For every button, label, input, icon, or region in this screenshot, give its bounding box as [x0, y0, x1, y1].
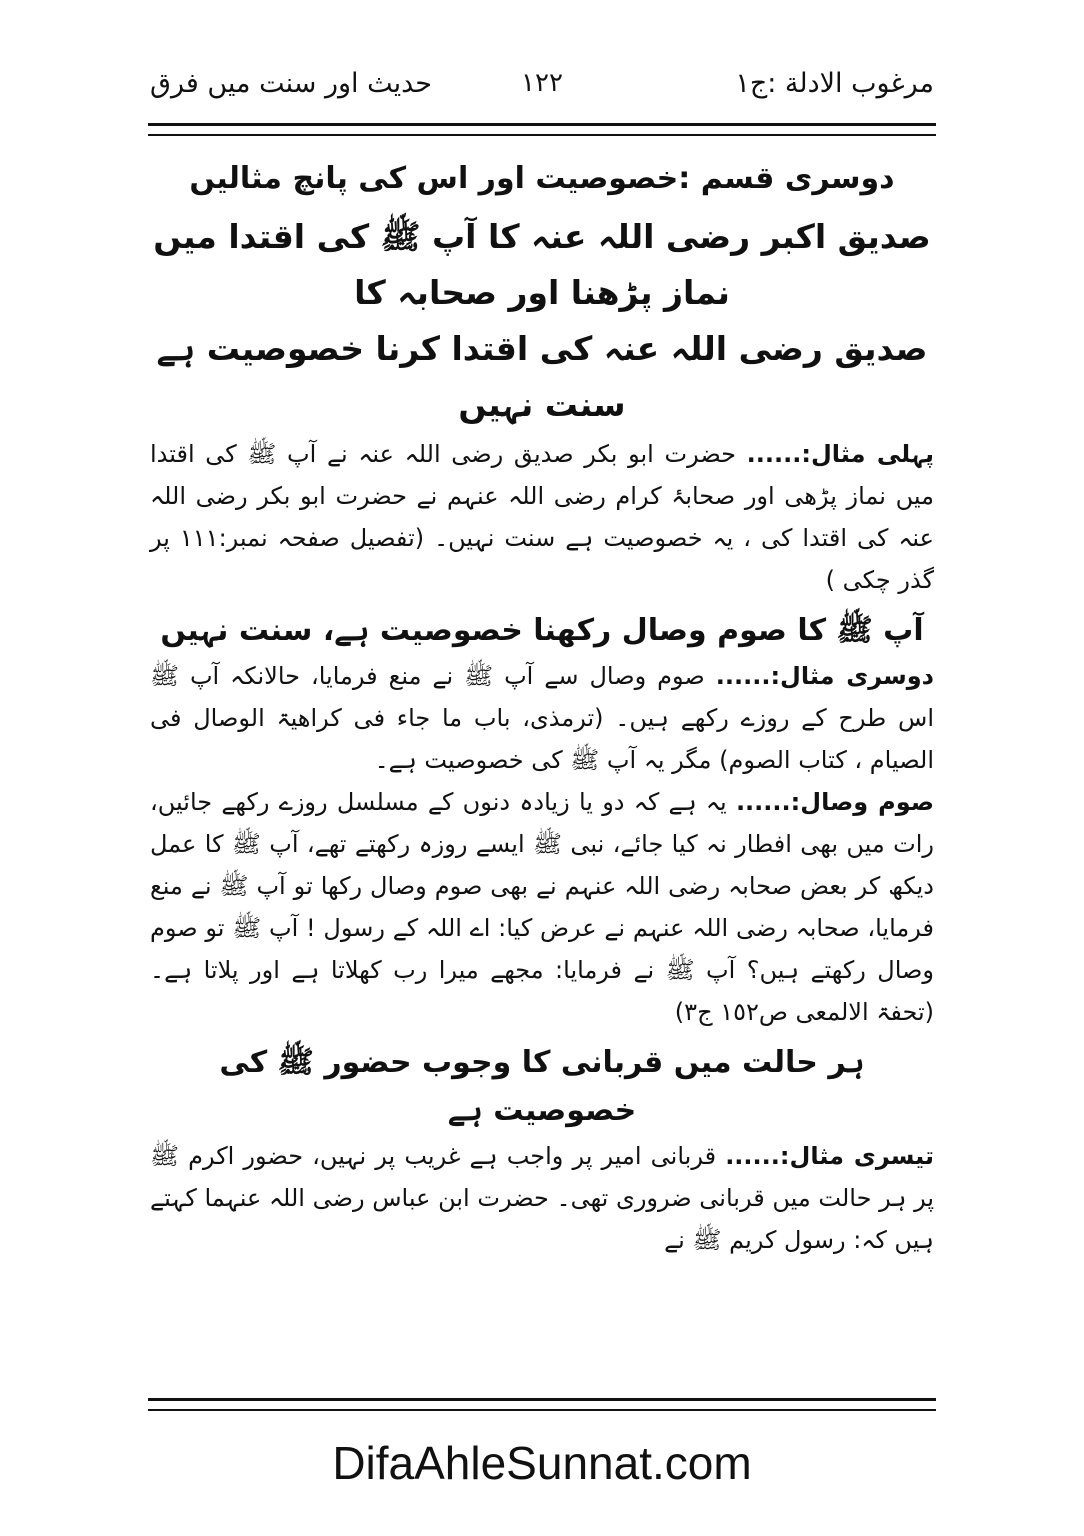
- example-3-paragraph: [150, 1135, 934, 1261]
- footer-divider: [148, 1398, 936, 1411]
- sub-heading-3: ہر حالت میں قربانی کا وجوب حضور ﷺ کی خصوصیت ہے: [219, 1045, 865, 1128]
- definition-text: یہ ہے کہ دو یا زیادہ دنوں کے مسلسل روزے رکھے جائیں، رات میں بھی افطار نہ کیا جائے، نبی ﷺ ایسے روزہ رکھتے تھے، آپ ﷺ کا عمل دیکھ کر بعض صحابہ رضی اللہ عنہم نے بھی صوم وصال رکھا تو آپ ﷺ نے منع فرمایا، صحابہ رضی اللہ عنہم نے عرض کیا: اے اللہ کے رسول ! آپ ﷺ تو صوم وصال رکھتے ہیں؟ آپ ﷺ نے فرمایا: مجھے میرا رب کھلاتا ہے اور پلاتا ہے۔ (تحفۃ الالمعی ص١٥٢ ج٣): [150, 788, 934, 1026]
- sub-heading-1-line-2: صدیق رضی اللہ عنہ کی اقتدا کرنا خصوصیت ہے سنت نہیں: [156, 329, 928, 424]
- example-1-text: حضرت ابو بکر صدیق رضی اللہ عنہ نے آپ ﷺ کی اقتدا میں نماز پڑھی اور صحابۂ کرام رضی اللہ عنہم نے حضرت ابو بکر رضی اللہ عنہ کی اقتدا کی ، یہ خصوصیت ہے سنت نہیں۔ (تفصیل صفحہ نمبر:١١١ پر گذر چکی ): [150, 440, 934, 594]
- definition-paragraph: [150, 781, 934, 1033]
- definition-label: صوم وصال:......: [735, 788, 935, 816]
- website-watermark: DifaAhleSunnat.com: [332, 1437, 752, 1489]
- section-heading-main: دوسری قسم :خصوصیت اور اس کی پانچ مثالیں: [189, 161, 895, 196]
- chapter-title: حدیث اور سنت میں فرق: [150, 68, 432, 99]
- example-2-label: دوسری مثال:......: [715, 662, 934, 690]
- example-2-text: صوم وصال سے آپ ﷺ نے منع فرمایا، حالانکہ آپ ﷺ اس طرح کے روزے رکھے ہیں۔ (ترمذی، باب ما جاء فی کراھیۃ الوصال فی الصیام ، کتاب الصوم) مگر یہ آپ ﷺ کی خصوصیت ہے۔: [150, 662, 934, 774]
- header-divider: [148, 123, 936, 136]
- example-3-text: قربانی امیر پر واجب ہے غریب پر نہیں، حضور اکرم ﷺ پر ہر حالت میں قربانی ضروری تھی۔ حضرت ابن عباس رضی اللہ عنہما کہتے ہیں کہ: رسول کریم ﷺ نے: [150, 1142, 934, 1254]
- sub-heading-2: آپ ﷺ کا صوم وصال رکھنا خصوصیت ہے، سنت نہیں: [160, 613, 924, 648]
- example-1-label: پہلی مثال:......: [746, 440, 935, 468]
- example-3-label: تیسری مثال:......: [725, 1142, 934, 1170]
- sub-heading-1-line-1: صدیق اکبر رضی اللہ عنہ کا آپ ﷺ کی اقتدا میں نماز پڑھنا اور صحابہ کا: [153, 217, 931, 312]
- page-body: [150, 155, 934, 1261]
- page-number: ١٢٢: [521, 68, 563, 98]
- example-1-paragraph: [150, 433, 934, 601]
- book-title: مرغوب الادلة :ج١: [735, 68, 934, 99]
- example-2-paragraph: [150, 655, 934, 781]
- page-header: [150, 68, 934, 118]
